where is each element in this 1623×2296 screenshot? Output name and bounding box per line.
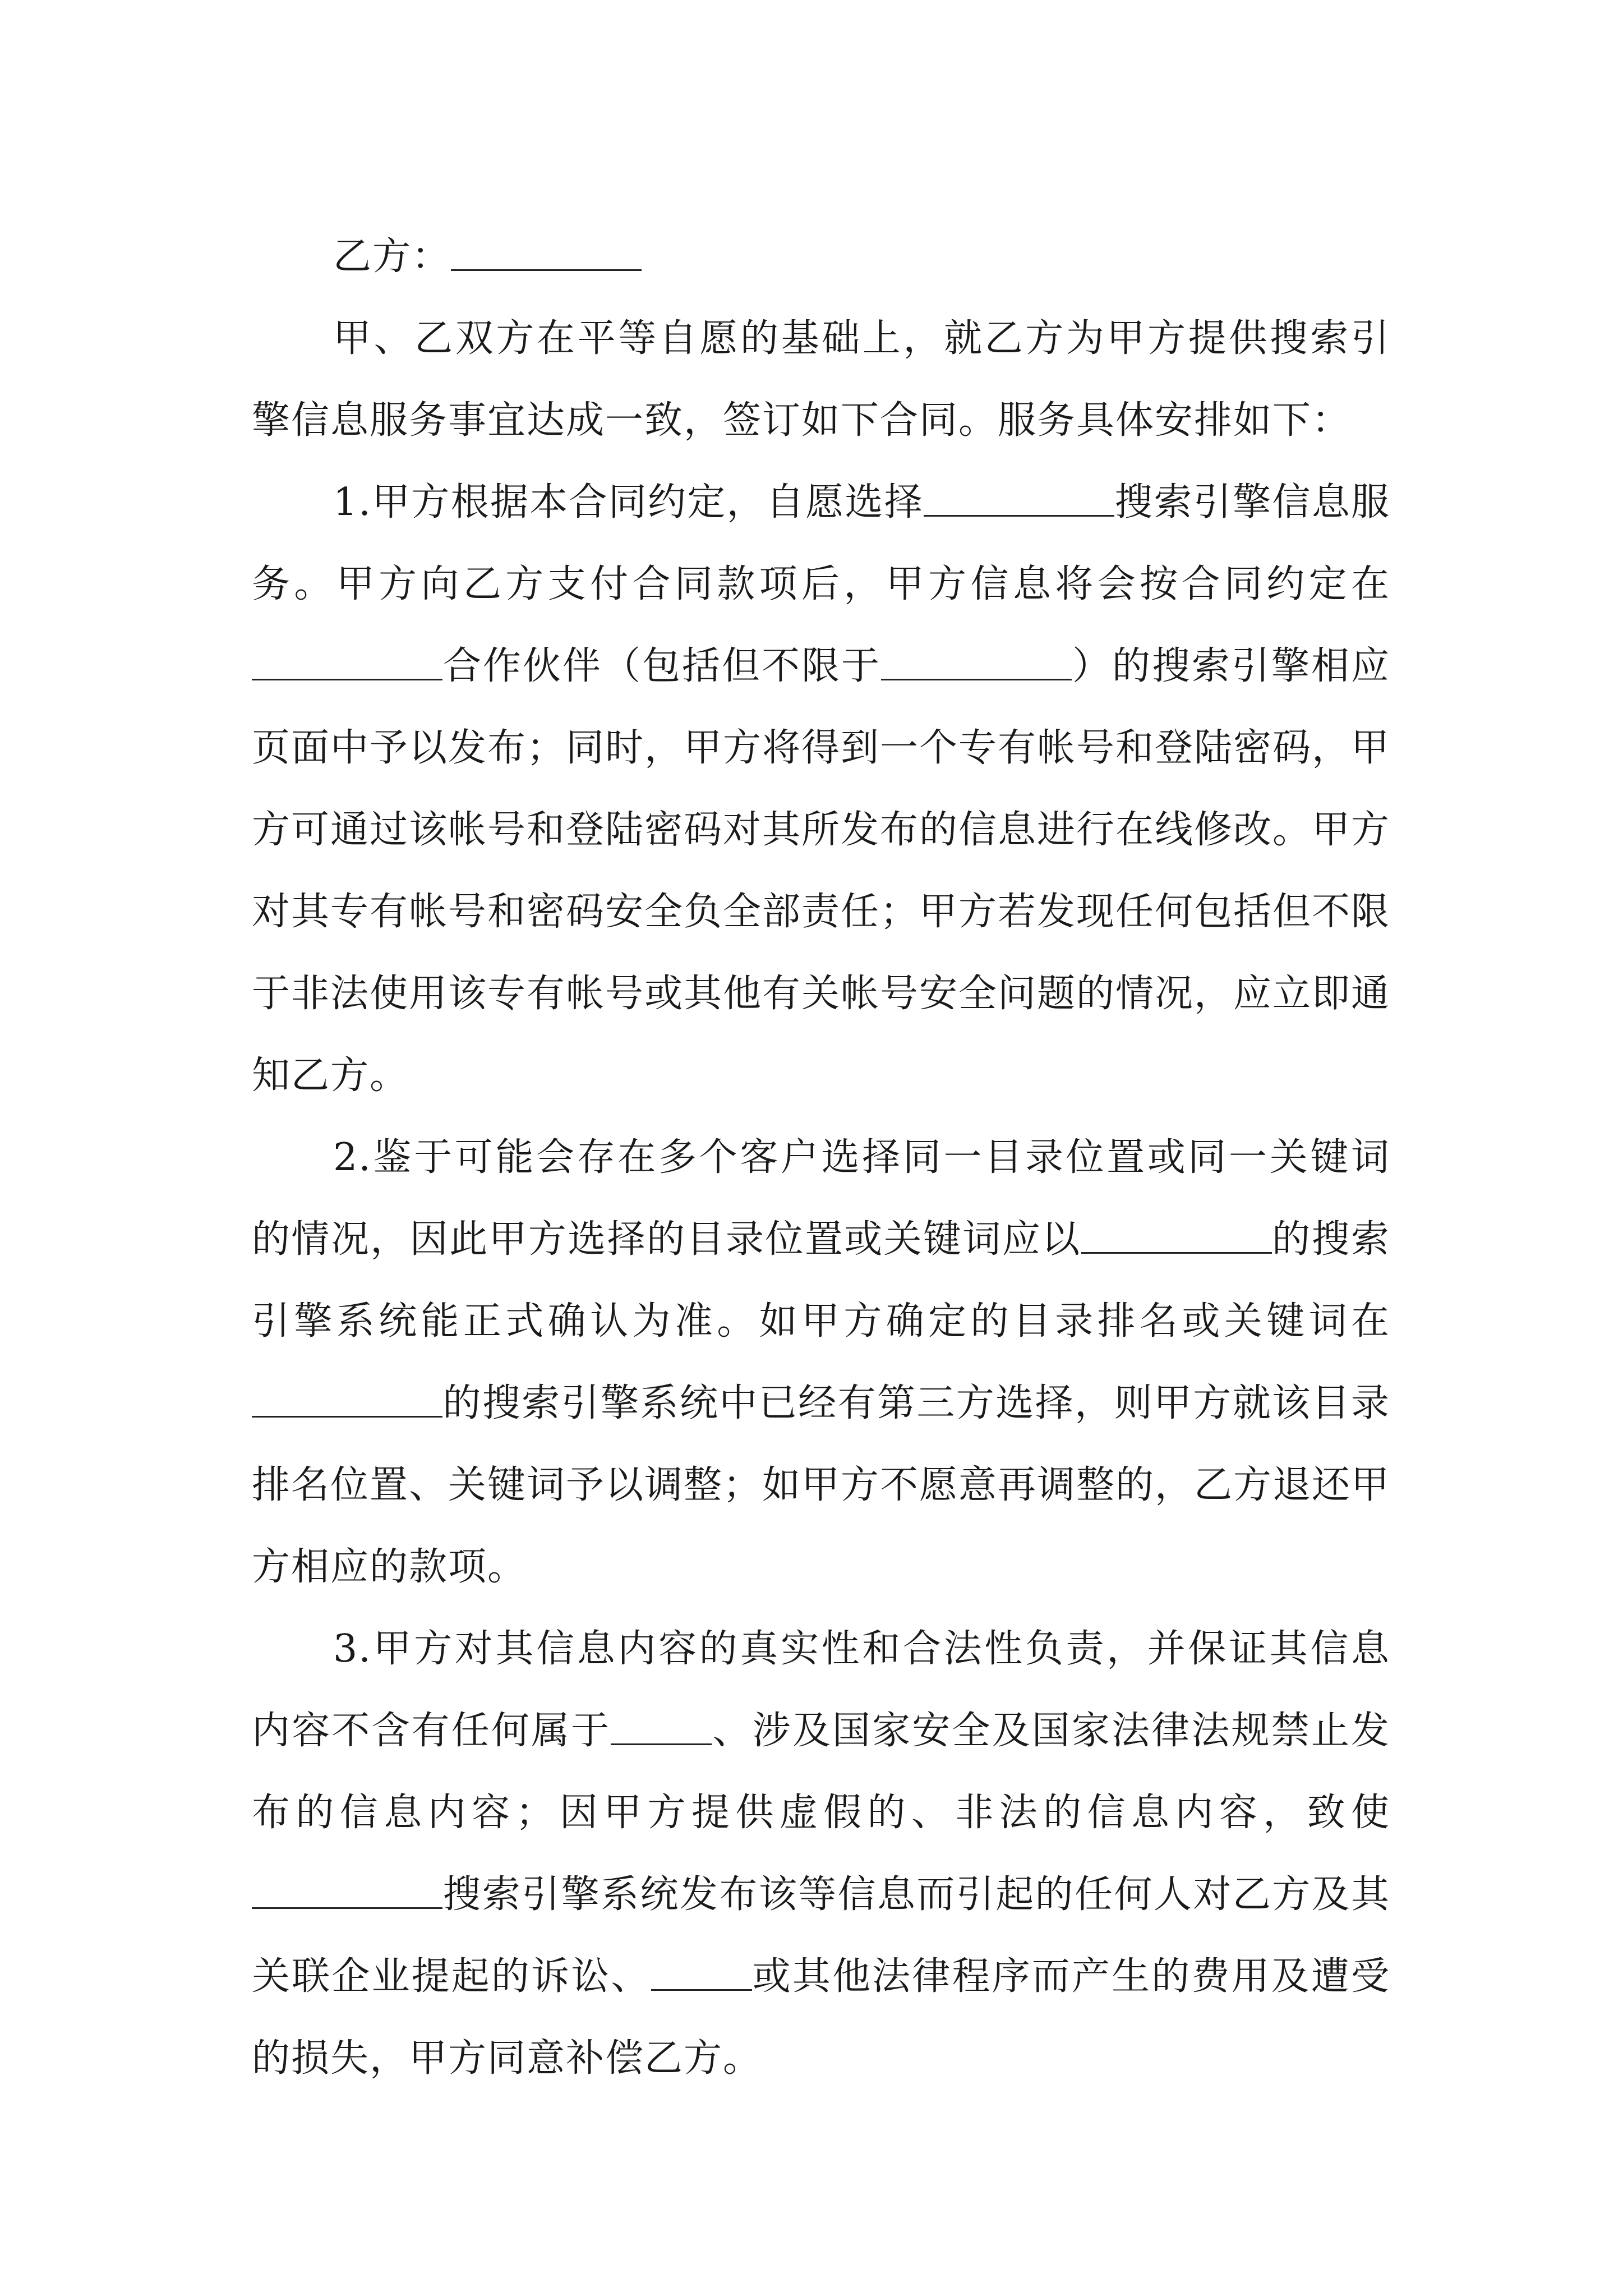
clause-1 [252,462,1390,1117]
clause-1-text-b: 搜索引擎信息服务。甲方向乙方支付合同款项后，甲方信息将会按合同约定在 [252,480,1390,606]
clause-3-text-b: 、涉及国家安全及国家法律法规禁止发布的信息内容；因甲方提供虚假的、非法的信息内容，致使 [252,1709,1390,1835]
clause-3-blank-a [611,1705,712,1745]
intro-text: 甲、乙双方在平等自愿的基础上，就乙方为甲方提供搜索引擎信息服务事宜达成一致，签订如下合同。服务具体安排如下： [252,316,1390,443]
clause-1-blank-b [252,641,442,680]
clause-3-text-a: 3.甲方对其信息内容的真实性和合法性负责，并保证其信息内容不含有任何属于 [252,1627,1390,1753]
party-b-label: 乙方： [333,234,451,279]
party-b-blank [451,231,642,271]
clause-2 [252,1117,1390,1608]
intro-paragraph [252,298,1390,462]
clause-2-blank-a [1081,1214,1272,1254]
clause-2-text-a: 2.鉴于可能会存在多个客户选择同一目录位置或同一关键词的情况，因此甲方选择的目录位置或关键词应以 [252,1135,1390,1262]
clause-2-text-b: 的搜索引擎系统能正式确认为准。如甲方确定的目录排名或关键词在 [252,1217,1390,1343]
clause-2-text-c: 的搜索引擎系统中已经有第三方选择，则甲方就该目录排名位置、关键词予以调整；如甲方不愿意再调整的，乙方退还甲方相应的款项。 [252,1381,1391,1589]
clause-1-blank-a [924,477,1114,517]
clause-3-blank-b [252,1869,442,1909]
clause-1-text-c: 合作伙伴（包括但不限于 [442,644,881,688]
party-b-line [252,216,1390,298]
clause-3-text-d: 或其他法律程序而产生的费用及遭受的损失，甲方同意补偿乙方。 [252,1954,1390,2081]
clause-1-text-d: ）的搜索引擎相应页面中予以发布；同时，甲方将得到一个专有帐号和登陆密码，甲方可通过该帐号和登陆密码对其所发布的信息进行在线修改。甲方对其专有帐号和密码安全负全部责任；甲方若发现任何包括但不限于非法使用该专有帐号或其他有关帐号安全问题的情况，应立即通知乙方。 [252,644,1391,1098]
clause-3-text-c: 搜索引擎系统发布该等信息而引起的任何人对乙方及其关联企业提起的诉讼、 [252,1872,1390,1999]
clause-3-blank-c [651,1951,752,1991]
clause-3 [252,1608,1390,2100]
contract-body [252,216,1390,2100]
clause-1-text-a: 1.甲方根据本合同约定，自愿选择 [333,480,924,524]
clause-1-blank-c [881,641,1072,680]
clause-2-blank-b [252,1378,442,1418]
